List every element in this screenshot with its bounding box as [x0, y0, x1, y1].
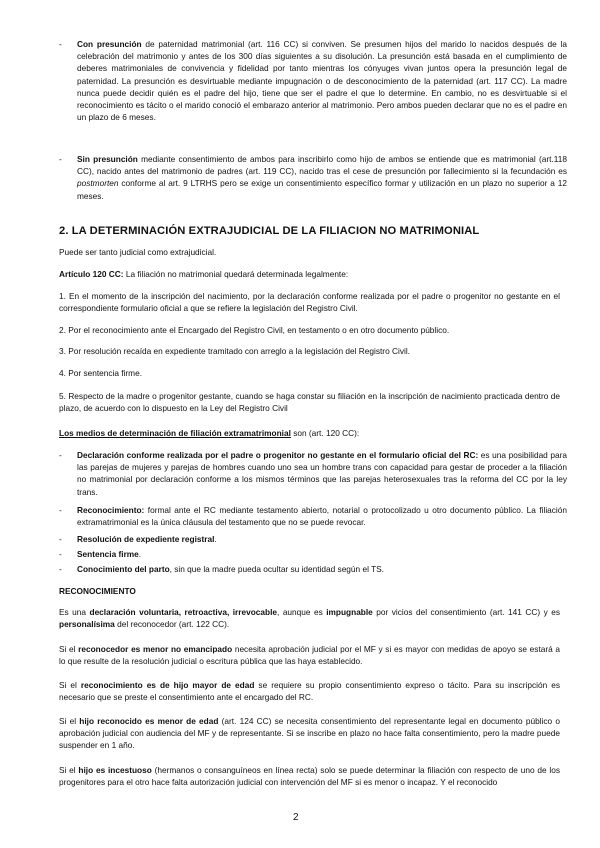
bullet-strong: Reconocimiento: [77, 505, 145, 515]
bullet-dash: - [59, 505, 62, 515]
bullet-strong: Sin presunción [77, 154, 138, 164]
item-text: Por sentencia firme. [65, 368, 143, 378]
bullet-dash: - [59, 450, 62, 460]
item-number: 2. [59, 325, 66, 335]
medios-intro [59, 427, 560, 439]
bullet-text: de paternidad matrimonial (art. 116 CC) si conviven. Se presumen hijos del marido lo nacidos después de la celebración del matrimonio y antes de los 300 días siguientes a su disolución. La presunción está basada en el cumplimiento de deberes matrimoniales de convivencia y fidelidad por tanto mientras los cónyuges vivan juntos opera la presunción legal de paternidad. La presunción es desvirtuable mediante impugnación o de desconocimiento de la paternidad (art. 117 CC). La madre nunca puede decidir quién es el padre del hijo, tiene que ser el padre el que lo determine. En cambio, no es desvirtuable si el reconocimiento es tácito o el marido conoció el embarazo anterior al matrimonio. Pero ambos pueden declarar que no es el padre en un plazo de 6 meses. [77, 39, 567, 123]
section-title: . LA DETERMINACIÓN EXTRAJUDICIAL DE LA FILIACION NO MATRIMONIAL [65, 225, 480, 237]
bullet-strong: Resolución de expediente registral [77, 534, 215, 544]
text: necesita aprobación judicial por el MF y si es mayor con medidas de apoyo se estará a lo que resulte de la resolución judicial o escritura pública que las haya establecido. [59, 644, 561, 667]
text: (art. 124 CC) se necesita consentimiento del representante legal en documento público o aprobación judicial con audiencia del MF y de representante. Si se inscribe en plazo no hace falta consentimiento, pero la madre puede suspender en 1 año. [59, 716, 561, 751]
item-number: 3. [59, 346, 66, 356]
text: (hermanos o consanguíneos en línea recta) solo se puede determinar la filiación con respecto de uno de los progenitores para el otro hace falta autorización judicial con intervención del MF si es menor o incapaz. Y el reconocido [59, 765, 560, 788]
bullet-strong: Conocimiento del parto [77, 564, 170, 574]
reconocimiento-heading: RECONOCIMIENTO [59, 586, 136, 596]
bullet-dash: - [59, 39, 62, 49]
medio-declaracion [59, 449, 567, 498]
medios-text: son (art. 120 CC): [290, 428, 360, 438]
reconocimiento-p3 [59, 679, 560, 703]
bullet-strong: Declaración conforme realizada por el padre o progenitor no gestante en el formulario oficial del RC: [77, 450, 479, 460]
bullet-dash: - [59, 154, 62, 164]
reconocimiento-p4 [59, 715, 560, 752]
text: , aunque es [277, 607, 327, 617]
text: Si el [59, 680, 81, 690]
medio-resolucion [59, 533, 567, 545]
bullet-text: . [138, 549, 142, 559]
article-item-1 [59, 290, 560, 314]
bullet-strong: Sentencia firme [77, 549, 139, 559]
bullet-sin-presuncion [59, 153, 567, 202]
bullet-italic: postmorten [77, 178, 119, 189]
article-item-3 [59, 345, 560, 357]
medio-parto [59, 563, 567, 575]
bullet-text: . [214, 534, 217, 544]
article-text: La filiación no matrimonial quedará determinada legalmente: [123, 269, 349, 279]
text: Es una [59, 607, 90, 617]
bullet-dash: - [59, 564, 62, 574]
item-number: 5. [59, 391, 66, 401]
item-text: Respecto de la madre o progenitor gestante, cuando se haga constar su filiación en la inscripción de nacimiento practicada dentro de plazo, de acuerdo con lo dispuesto en la Ley del Registro Civil [59, 391, 560, 414]
strong-text: impugnable [326, 607, 373, 617]
strong-text: hijo reconocido es menor de edad [79, 716, 219, 726]
medios-label: Los medios de determinación de filiación extramatrimonial [59, 428, 291, 438]
strong-text: reconocedor es menor no emancipado [78, 644, 233, 654]
article-item-4 [59, 367, 560, 379]
section-number: 2 [59, 225, 66, 237]
bullet-dash: - [59, 549, 62, 559]
text: Si el [59, 765, 79, 775]
reconocimiento-p1 [59, 606, 560, 630]
text: del reconocedor (art. 122 CC). [114, 619, 230, 630]
article-item-2 [59, 324, 560, 336]
strong-text: personalísima [59, 619, 115, 630]
bullet-text: formal ante el RC mediante testamento abierto, notarial o protocolizado u otro documento público. La filiación extramatrimonial es la única cláusula del testamento que no se puede revocar. [77, 505, 567, 528]
item-text: Por el reconocimiento ante el Encargado del Registro Civil, en testamento o en otro documento público. [65, 325, 450, 335]
text: por vicios del consentimiento (art. 141 CC) y es [372, 607, 560, 617]
item-number: 4. [59, 368, 66, 378]
bullet-text: es una posibilidad para las parejas de mujeres y parejas de hombres cuando uno sea un hombre trans con capacidad para gestar de proceder a la filiación no matrimonial por declaración conforme a los mismos términos que las parejas heterosexuales tras la reforma del CC por la ley trans. [77, 450, 567, 497]
strong-text: declaración voluntaria, retroactiva, irrevocable [89, 607, 278, 617]
reconocimiento-p2 [59, 643, 560, 667]
item-text: Por resolución recaída en expediente tramitado con arreglo a la legislación del Registro Civil. [65, 346, 410, 356]
article-label: Artículo 120 CC: [59, 269, 124, 279]
bullet-con-presuncion [59, 38, 567, 123]
text: Si el [59, 644, 79, 654]
article-120 [59, 268, 560, 280]
text: se requiere su propio consentimiento expreso o tácito. Para su inscripción es necesario que se preste el consentimiento ante el encargado del RC. [59, 680, 561, 703]
text: Si el [59, 716, 80, 726]
item-number: 1. [59, 291, 66, 301]
bullet-dash: - [59, 534, 62, 544]
medio-sentencia [59, 548, 567, 560]
strong-text: reconocimiento es de hijo mayor de edad [80, 680, 255, 690]
page-number: 2 [293, 812, 299, 823]
bullet-text: , sin que la madre pueda ocultar su identidad según el TS. [169, 564, 384, 574]
section-heading [59, 224, 569, 238]
strong-text: hijo es incestuoso [78, 765, 152, 775]
item-text: En el momento de la inscripción del nacimiento, por la declaración conforme realizada por el padre o progenitor no gestante en el correspondiente formulario oficial a que se refiere la legislación del Registro Civil. [59, 291, 560, 314]
section-intro: Puede ser tanto judicial como extrajudicial. [59, 247, 217, 257]
bullet-text: mediante consentimiento de ambos para inscribirlo como hijo de ambos se entiende que es matrimonial (art.118 CC), nacido antes del matrimonio de padres (art. 119 CC), nacido tras el cese de presunción por fallecimiento si la fecundación es [77, 154, 567, 177]
reconocimiento-p5 [59, 764, 560, 788]
medio-reconocimiento [59, 504, 567, 528]
bullet-text: conforme al art. 9 LTRHS pero se exige un consentimiento específico formar y utilización en un plazo no superior a 12 meses. [77, 178, 567, 201]
article-item-5 [59, 390, 560, 414]
bullet-strong: Con presunción [77, 39, 142, 49]
